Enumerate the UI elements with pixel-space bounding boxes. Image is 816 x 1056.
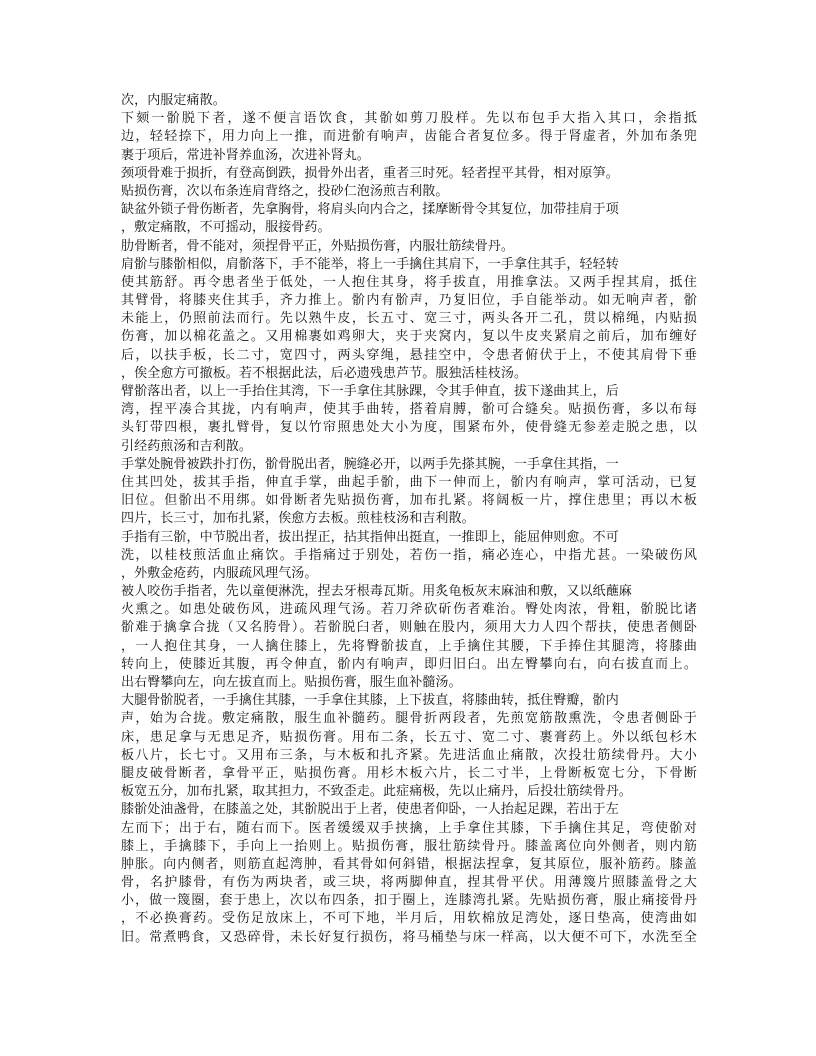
text-line: 边，轻轻捺下，用力向上一推，而进骱有响声，齿能合者复位多。得于肾虚者，外加布条兜 — [121, 129, 697, 145]
text-line: 出右臀攀向左，向左拔直而上。贴损伤膏，服生血补髓汤。 — [121, 675, 462, 690]
text-line: 贴损伤膏，次以布条连肩背络之，投砂仁泡汤煎吉利散。 — [121, 183, 449, 199]
text-line: 旧。常煮鸭食，又恐碎骨，未长好复行损伤，将马桶垫与床一样高，以大便不可下，水洗至全 — [121, 929, 697, 945]
text-line: ，外敷金疮药，内服疏风理气汤。 — [121, 565, 318, 581]
text-line: 湾，捏平凑合其拢，内有响声，使其手曲转，搭着肩膊，骱可合缝矣。贴损伤膏，多以布每 — [121, 402, 697, 418]
text-line: 骱难于擒拿合拢（又名胯骨）。若骱脱臼者，则触在股内，须用大力人四个帮扶，使患者侧卧 — [121, 620, 697, 636]
text-line: 四片，长三寸，加布扎紧，俟愈方去板。煎桂枝汤和吉利散。 — [121, 511, 475, 527]
text-line: 头钉带四根，裹扎臂骨，复以竹帘照患处大小为度，围紧布外，使骨缝无参差走脱之患，以 — [121, 420, 697, 436]
text-line: 肋骨断者，骨不能对，须捏骨平正，外贴损伤膏，内服壮筋续骨丹。 — [121, 238, 515, 254]
text-line: 转向上，使膝近其腹，再令伸直，骱内有响声，即归旧臼。出左臀攀向右，向右拔直而上。 — [121, 656, 697, 672]
text-line: ，不必换膏药。受伤足放床上，不可下地，半月后，用软棉放足湾处，逐日垫高，使湾曲如 — [121, 911, 697, 927]
text-line: 大腿骨骱脱者，一手擒住其膝，一手拿住其膝，上下拔直，将膝曲转，抵住臀瓣，骱内 — [121, 693, 619, 709]
text-line: ，俟全愈方可撤板。若不根据此法，后必遗残患芦节。服独活桂枝汤。 — [121, 365, 528, 381]
text-line: 肿胀。向内侧者，则筋直起湾肿，看其骨如何斜错，根据法捏拿，复其原位，服补筋药。膝盖 — [121, 856, 697, 872]
text-line: 缺盆外锁子骨伤断者，先拿胸骨，将肩头向内合之，揉摩断骨令其复位，加带挂肩于项 — [121, 202, 619, 218]
text-line: 旧位。但骱出不用绑。如骨断者先贴损伤膏，加布扎紧。将阔板一片，撑住患里；再以木板 — [121, 493, 697, 509]
text-line: ，敷定痛散，不可摇动，服接骨药。 — [121, 220, 331, 236]
text-line: 下颏一骱脱下者，遂不便言语饮食，其骱如剪刀股样。先以布包手大指入其口，余指抵 — [121, 111, 697, 127]
text-line: 裹于项后，常进补肾养血汤，次进补肾丸。 — [121, 147, 370, 163]
text-line: 洗，以桂枝煎活血止痛饮。手指痛过于别处，若伤一指，痛必连心，中指尤甚。一染破伤风 — [121, 547, 697, 563]
text-line: 使其筋舒。再令患者坐于低处，一人抱住其身，将手拔直，用推拿法。又两手捏其肩，抵住 — [121, 274, 697, 290]
text-line: 膝骱处油盏骨，在膝盖之处，其骱脱出于上者，使患者仰卧，一人抬起足踝，若出于左 — [121, 802, 619, 818]
text-line: 手指有三骱，中节脱出者，拔出捏正，拈其指伸出挺直，一推即上，能屈伸则愈。不可 — [121, 529, 619, 545]
text-line: 其臂骨，将膝夹住其手，齐力推上。骱内有骱声，乃复旧位，手自能举动。如无响声者，骱 — [121, 293, 697, 309]
text-line: 肩骱与膝骱相似，肩骱落下，手不能举，将上一手擒住其肩下，一手拿住其手，轻轻转 — [121, 256, 619, 272]
text-line: 腿皮破骨断者，拿骨平正，贴损伤膏。用杉木板六片，长二寸半，上骨断板宽七分，下骨断 — [121, 765, 697, 781]
text-line: 未能上，仍照前法而行。先以熟牛皮，长五寸、宽三寸，两头各开二孔，贯以棉绳，内贴损 — [121, 311, 697, 327]
text-line: 声，始为合拢。敷定痛散，服生血补髓药。腿骨折两段者，先煎宽筋散熏洗，令患者侧卧于 — [121, 711, 697, 727]
text-line: 被人咬伤手指者，先以童便淋洗，捏去牙根毒瓦斯。用炙龟板灰末麻油和敷，又以纸蘸麻 — [121, 584, 632, 600]
text-line: 火熏之。如患处破伤风，进疏风理气汤。若刀斧砍斫伤者难治。臀处肉浓，骨粗，骱脱比诸 — [121, 602, 697, 618]
document-page — [121, 92, 697, 947]
text-line: 伤膏，加以棉花盖之。又用棉裹如鸡卵大，夹于夹窝内，复以牛皮夹紧肩之前后，加布缠好 — [121, 329, 697, 345]
text-line: 颈项骨难于损折，有登高倒跌，损骨外出者，重者三时死。轻者捏平其骨，相对原笋。 — [121, 165, 619, 181]
text-line: 骨，名护膝骨，有伤为两块者，或三块，将两脚伸直，捏其骨平伏。用薄篾片照膝盖骨之大 — [121, 875, 697, 891]
text-line: 板宽五分，加布扎紧，取其担力，不致歪走。此症痛极，先以止痛丹，后投壮筋续骨丹。 — [121, 784, 632, 800]
text-line: 手掌处腕骨被跌扑打伤，骱骨脱出者，腕缝必开，以两手先搽其腕，一手拿住其指，一 — [121, 456, 619, 472]
text-line: ，一人抱住其身，一人擒住膝上，先将臀骱拔直，上手擒住其腰，下手捧住其腿湾，将膝曲 — [121, 638, 697, 654]
text-line: 臂骱落出者，以上一手抬住其湾，下一手拿住其脉踝，令其手伸直，拔下遂曲其上，后 — [121, 384, 619, 399]
text-line: 小，做一篾圈，套于患上，次以布四条，扣于圈上，连膝湾扎紧。先贴损伤膏，服止痛接骨丹 — [121, 893, 697, 909]
text-line: 板八片，长七寸。又用布三条，与木板和扎齐紧。先进活血止痛散，次投壮筋续骨丹。大小 — [121, 747, 697, 763]
text-line: 膝上，手擒膝下，手向上一抬则上。贴损伤膏，服壮筋续骨丹。膝盖离位向外侧者，则内筋 — [121, 838, 697, 854]
text-line: 引经药煎汤和吉利散。 — [121, 438, 253, 454]
text-line: 左而下；出于右，随右而下。医者缓缓双手挟擒，上手拿住其膝，下手擒住其足，弯使骱对 — [121, 820, 697, 836]
text-line: 后，以扶手板，长二寸，宽四寸，两头穿绳，悬挂空中，令患者俯伏于上，不使其肩骨下垂 — [121, 347, 697, 363]
text-line: 床，患足拿与无患足齐，贴损伤膏。用布二条，长五寸、宽二寸、裹膏药上。外以纸包杉木 — [121, 729, 697, 745]
text-line: 次，内服定痛散。 — [121, 93, 226, 108]
text-line: 住其凹处，拔其手指，伸直手掌，曲起手骱，曲下一伸而上，骱内有响声，掌可活动，已复 — [121, 474, 697, 490]
